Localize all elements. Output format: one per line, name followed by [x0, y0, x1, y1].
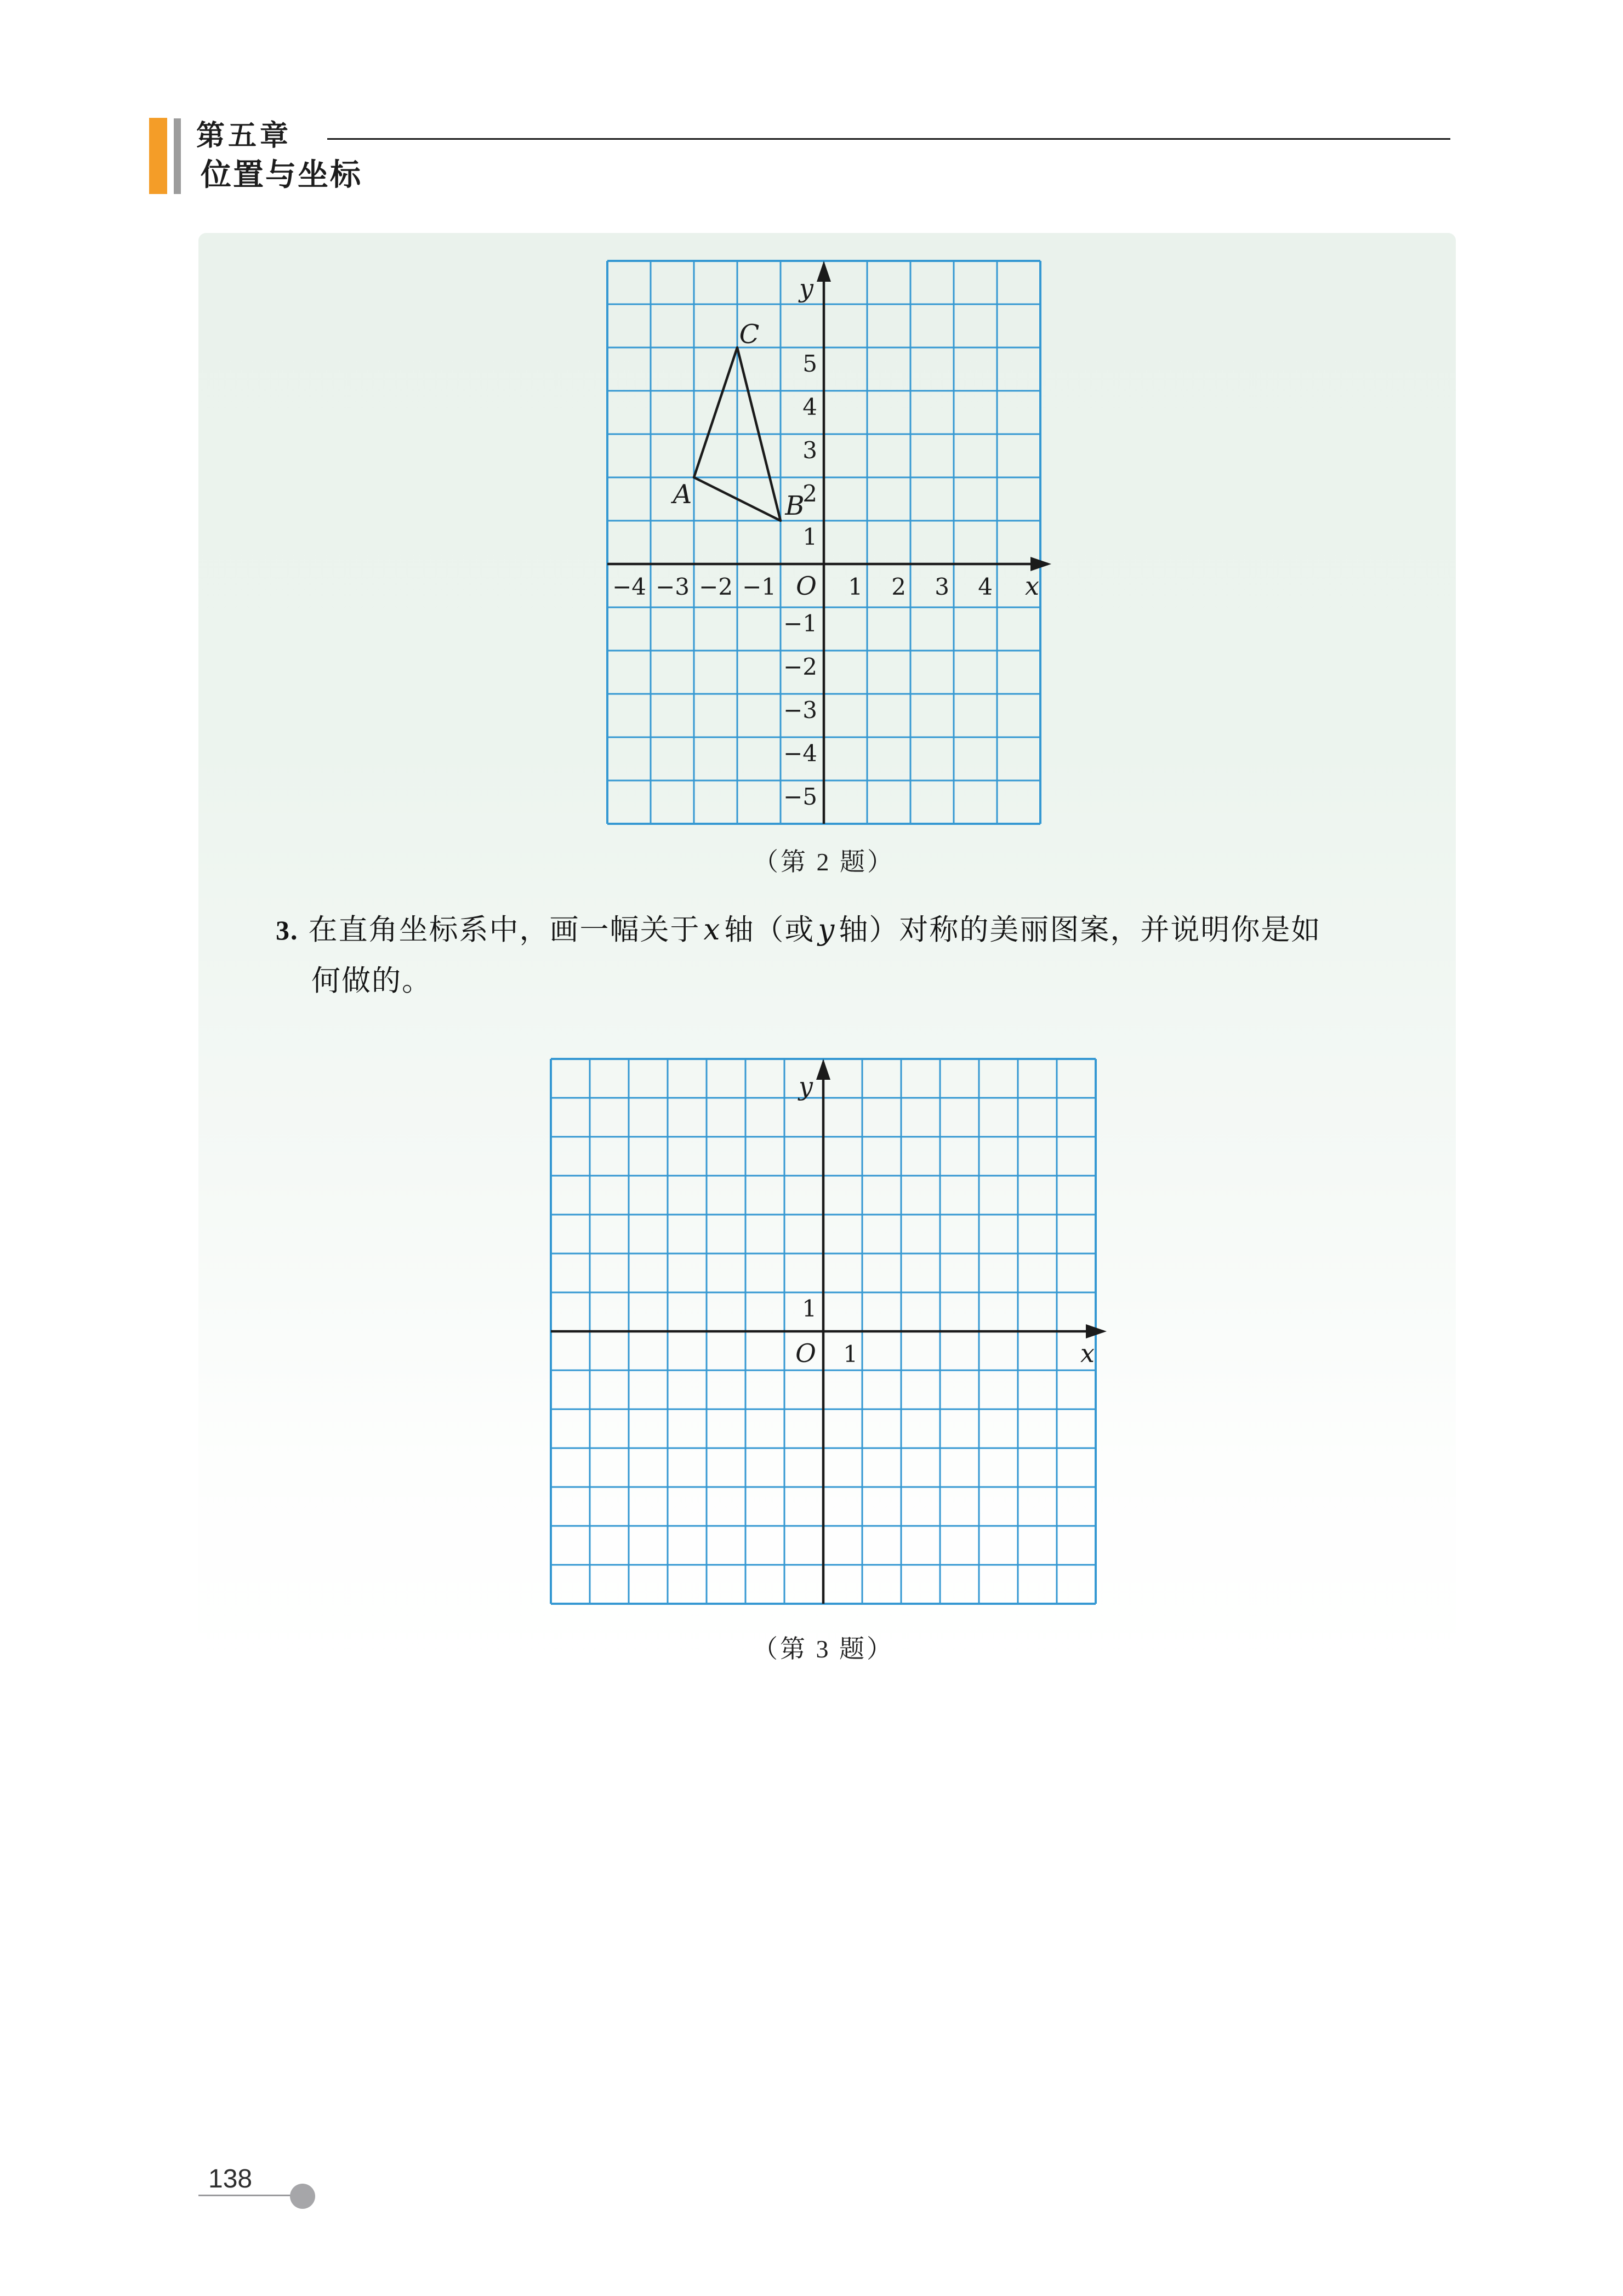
y-axis-label: y — [799, 274, 813, 303]
x-tick-label: −3 — [656, 573, 690, 600]
x-tick-label: −1 — [742, 573, 776, 600]
x-tick-label: −4 — [612, 573, 646, 600]
y-tick-label: −3 — [783, 697, 817, 723]
figure2-caption: （第 2 题） — [753, 848, 895, 876]
x-tick-label: 1 — [848, 573, 863, 600]
problem3-x-var: x — [703, 913, 721, 947]
page-number: 138 — [208, 2164, 253, 2194]
problem3-text-1: 在直角坐标系中，画一幅关于 — [308, 914, 701, 946]
problem3-line2: 何做的。 — [311, 965, 432, 997]
x-tick-label: 3 — [935, 573, 949, 600]
origin-label: O — [796, 571, 817, 601]
y-tick-label: 4 — [802, 394, 817, 420]
x-axis-label: x — [1025, 571, 1039, 601]
y-axis-label: y — [799, 1072, 813, 1101]
x-axis-label: x — [1080, 1338, 1095, 1368]
x-tick-label: 4 — [978, 573, 993, 600]
origin-label: O — [795, 1338, 816, 1368]
vertex-label-C: C — [739, 319, 760, 350]
y-tick-label: 5 — [802, 350, 817, 377]
problem3-line1 — [276, 910, 1321, 950]
problem3-text-2: 轴（或 — [724, 914, 815, 946]
footer-dot-icon — [290, 2184, 315, 2209]
footer-line — [198, 2195, 304, 2196]
y-tick-label: 1 — [802, 1295, 817, 1322]
y-tick-label: 1 — [802, 523, 817, 550]
y-tick-label: −2 — [783, 653, 817, 680]
chapter-accent-bar — [149, 118, 167, 194]
x-tick-label: −2 — [699, 573, 733, 600]
vertex-label-A: A — [673, 479, 692, 510]
y-axis-arrow-icon — [816, 1059, 830, 1080]
y-tick-label: 3 — [802, 437, 817, 464]
x-tick-label: 1 — [843, 1341, 858, 1368]
y-tick-label: −5 — [783, 783, 817, 810]
y-axis-arrow-icon — [817, 261, 831, 282]
problem3-number: 3. — [276, 915, 299, 945]
chapter-gray-bar — [174, 118, 181, 194]
chapter-title: 位置与坐标 — [201, 157, 362, 192]
coordinate-grid-problem3 — [521, 1030, 1151, 1633]
header-rule — [327, 138, 1450, 140]
x-tick-label: 2 — [891, 573, 906, 600]
y-tick-label: −4 — [783, 740, 817, 767]
y-tick-label: 2 — [802, 480, 817, 507]
problem3-text-3: 轴）对称的美丽图案，并说明你是如 — [839, 914, 1322, 946]
vertex-label-B: B — [785, 491, 805, 521]
problem3-y-var: y — [818, 913, 836, 947]
y-tick-label: −1 — [783, 610, 817, 637]
chapter-number: 第五章 — [196, 120, 292, 152]
coordinate-grid-problem2 — [493, 230, 1096, 850]
figure3-caption: （第 3 题） — [753, 1635, 894, 1663]
